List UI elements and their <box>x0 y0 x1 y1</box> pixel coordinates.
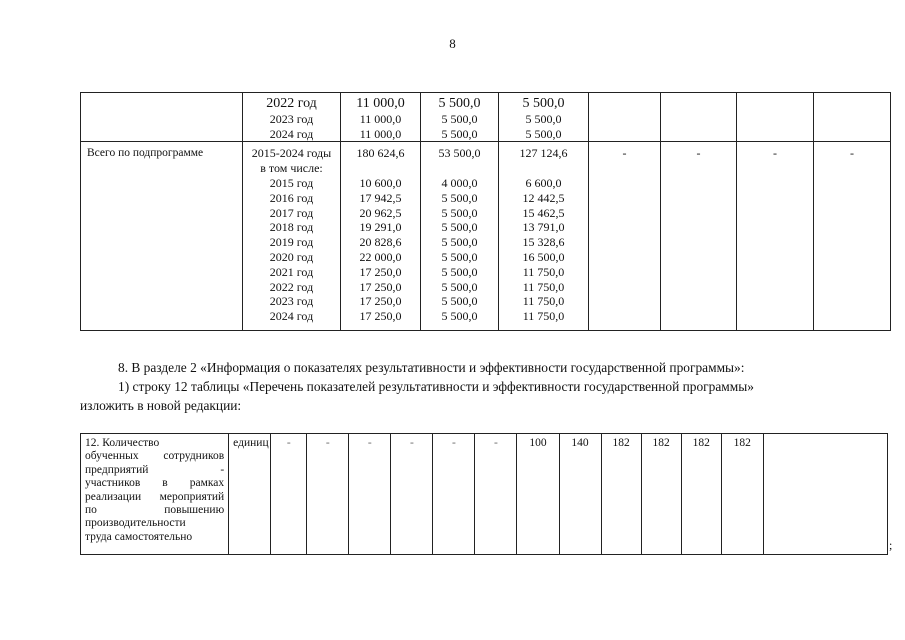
dash-cell: - <box>814 142 891 331</box>
amount-value: 5 500,0 <box>441 294 478 309</box>
amount-value: 11 000,0 <box>359 126 402 141</box>
dash-cell: - <box>307 434 349 555</box>
source-b-cell <box>499 142 589 331</box>
value-cell: 182 <box>681 434 721 555</box>
closing-semicolon: ; <box>889 538 893 552</box>
empty-cell <box>737 93 814 142</box>
indicator-label <box>81 434 229 555</box>
amount-value: 5 500,0 <box>441 111 478 126</box>
amount-value: 20 828,6 <box>359 235 402 250</box>
dash-cell: - <box>349 434 391 555</box>
year-value: 2015 год <box>269 175 314 190</box>
amount-value: 15 328,6 <box>522 235 565 250</box>
value-cell: 140 <box>559 434 601 555</box>
indicators-table <box>80 433 888 555</box>
value-cell: 182 <box>721 434 763 555</box>
amount-value: 13 791,0 <box>522 220 565 235</box>
dash-cell: - <box>475 434 517 555</box>
amount-value: 5 500,0 <box>441 249 478 264</box>
year-value: 2024 год <box>269 126 314 141</box>
amount-value: 5 500,0 <box>525 126 562 141</box>
amount-value: 5 500,0 <box>441 264 478 279</box>
label-line: участников в рамках <box>85 477 225 490</box>
amount-value: 12 442,5 <box>522 190 565 205</box>
table-row <box>81 93 891 142</box>
label-line: реализации мероприятий <box>85 490 225 503</box>
year-value: 2015-2024 годы <box>251 146 332 161</box>
amount-value: 11 750,0 <box>522 279 565 294</box>
total-cell <box>341 93 421 142</box>
dash-cell: - <box>391 434 433 555</box>
value-cell: 182 <box>601 434 641 555</box>
amount-value: 15 462,5 <box>522 205 565 220</box>
total-cell <box>341 142 421 331</box>
amount-value: 17 250,0 <box>359 294 402 309</box>
amount-value: 17 942,5 <box>359 190 402 205</box>
amount-value: 17 250,0 <box>359 279 402 294</box>
dash-cell: - <box>589 142 661 331</box>
amount-value: 5 500,0 <box>441 220 478 235</box>
empty-cell <box>814 93 891 142</box>
year-value: 2020 год <box>269 249 314 264</box>
amount-value: 17 250,0 <box>359 264 402 279</box>
empty-cell <box>661 93 737 142</box>
empty-cell <box>763 434 887 555</box>
year-value: 2023 год <box>269 294 314 309</box>
source-b-cell <box>499 93 589 142</box>
amount-value: 127 124,6 <box>519 146 568 161</box>
amount-value: 53 500,0 <box>438 146 481 161</box>
year-value: 2021 год <box>269 264 314 279</box>
amount-value <box>421 161 498 176</box>
amount-value: 5 500,0 <box>441 126 478 141</box>
year-value: 2018 год <box>269 220 314 235</box>
amount-value: 17 250,0 <box>359 309 402 324</box>
paragraph-item-1: 1) строку 12 таблицы «Перечень показателей результативности и эффективности государственной программы» <box>118 379 754 394</box>
amount-value: 180 624,6 <box>356 146 405 161</box>
year-value: 2024 год <box>269 309 314 324</box>
paragraph-item-1-cont: изложить в новой редакции: <box>80 398 242 413</box>
amount-value: 11 000,0 <box>356 96 405 111</box>
paragraph-section-8: 8. В разделе 2 «Информация о показателях результативности и эффективности государственной программы»: <box>118 360 745 375</box>
source-a-cell <box>421 142 499 331</box>
amount-value: 19 291,0 <box>359 220 402 235</box>
financing-table <box>80 92 891 331</box>
amount-value: 5 500,0 <box>441 205 478 220</box>
row-label: Всего по подпрограмме <box>81 142 243 331</box>
label-line: предприятий - <box>85 463 225 476</box>
amount-value: 11 000,0 <box>359 111 402 126</box>
amount-value: 11 750,0 <box>522 294 565 309</box>
amount-value: 5 500,0 <box>522 96 565 111</box>
dash-cell: - <box>737 142 814 331</box>
amount-value: 5 500,0 <box>525 111 562 126</box>
amount-value <box>341 161 420 176</box>
amount-value: 22 000,0 <box>359 249 402 264</box>
value-cell: 182 <box>641 434 681 555</box>
year-value: 2022 год <box>266 96 317 111</box>
unit-cell: единиц <box>229 434 271 555</box>
amount-value: 5 500,0 <box>438 96 481 111</box>
dash-cell: - <box>433 434 475 555</box>
table-row <box>81 142 891 331</box>
year-value: 2016 год <box>269 190 314 205</box>
label-line: обученных сотрудников <box>85 450 225 463</box>
year-value: 2017 год <box>269 205 314 220</box>
label-cell <box>81 93 243 142</box>
value-cell: 100 <box>517 434 559 555</box>
amount-value: 5 500,0 <box>441 190 478 205</box>
dash-cell: - <box>271 434 307 555</box>
amount-value: 5 500,0 <box>441 279 478 294</box>
source-a-cell <box>421 93 499 142</box>
empty-cell <box>589 93 661 142</box>
amount-value: 10 600,0 <box>359 175 402 190</box>
amount-value: 5 500,0 <box>441 309 478 324</box>
amount-value: 20 962,5 <box>359 205 402 220</box>
year-value: 2019 год <box>269 235 314 250</box>
amount-value: 11 750,0 <box>522 264 565 279</box>
year-value: 2023 год <box>269 111 314 126</box>
label-line: производительности <box>85 517 186 530</box>
table-row <box>81 434 888 555</box>
label-line: труда самостоятельно <box>85 530 193 543</box>
page-number: 8 <box>449 36 456 51</box>
years-cell <box>243 93 341 142</box>
amount-value: 6 600,0 <box>525 175 562 190</box>
year-value: в том числе: <box>260 161 323 176</box>
amount-value: 5 500,0 <box>441 235 478 250</box>
amount-value: 4 000,0 <box>441 175 478 190</box>
amount-value: 11 750,0 <box>522 309 565 324</box>
amount-value: 16 500,0 <box>522 249 565 264</box>
year-value: 2022 год <box>269 279 314 294</box>
dash-cell: - <box>661 142 737 331</box>
label-line: 12. Количество <box>85 437 160 449</box>
amount-value <box>499 161 588 176</box>
label-line: по повышению <box>85 504 225 517</box>
years-cell <box>243 142 341 331</box>
